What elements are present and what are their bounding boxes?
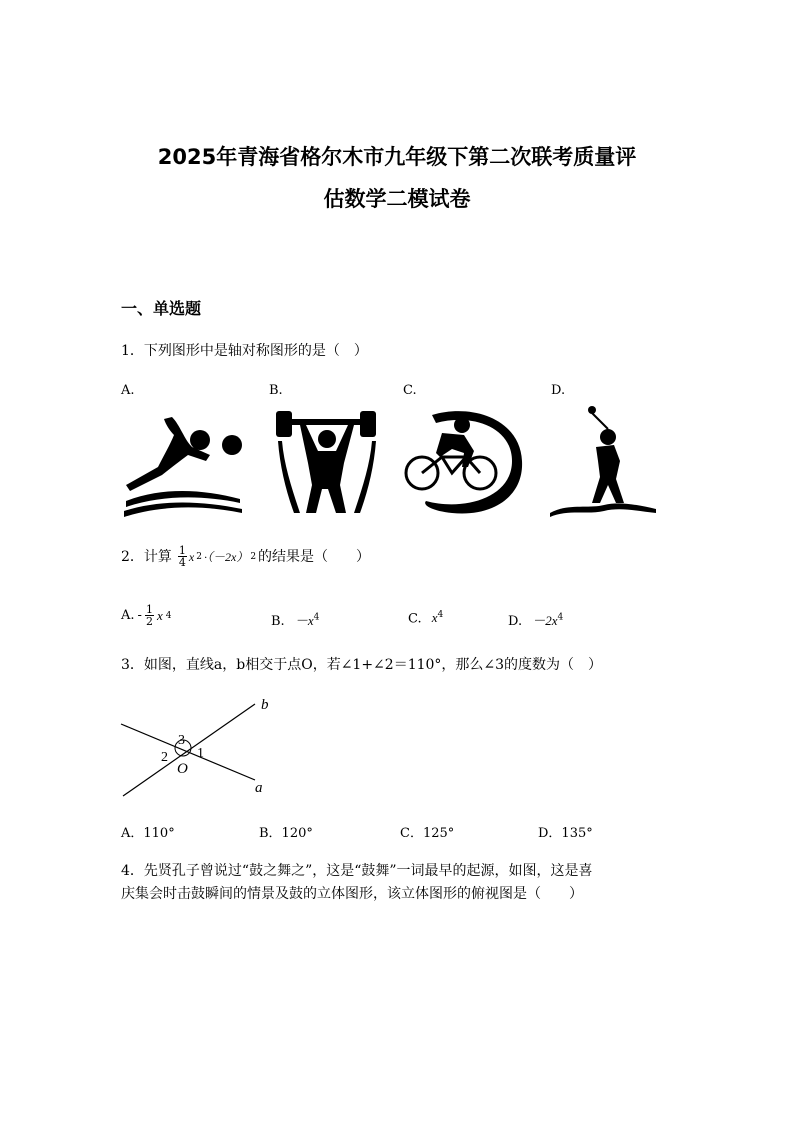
- q2-a-den: 2: [145, 615, 153, 628]
- intersecting-lines-diagram: [115, 690, 275, 805]
- q2-a-label: A.: [121, 608, 135, 623]
- page-title: 2025年青海省格尔木市九年级下第二次联考质量评: [157, 145, 637, 169]
- label-angle-3: 3: [178, 733, 185, 748]
- q1-option-a-label: A.: [121, 383, 135, 398]
- volleyball-figure-icon: [122, 405, 247, 520]
- question-4-line1: 4．先贤孔子曾说过“鼓之舞之”，这是“鼓舞”一词最早的起源，如图，这是喜: [121, 863, 593, 879]
- q2-d-pow: 4: [557, 612, 564, 623]
- q3-option-d: D．135°: [538, 826, 593, 841]
- q2-b-expr: －x: [294, 613, 314, 628]
- section-heading: 一、单选题: [121, 299, 202, 318]
- q2-d-label: D.: [508, 614, 523, 629]
- q2-a-pow: 4: [165, 610, 172, 621]
- golf-figure-icon: [548, 405, 660, 520]
- q2-b-label: B.: [271, 614, 285, 629]
- label-angle-2: 2: [161, 750, 168, 765]
- label-b: b: [261, 697, 269, 713]
- q2-c-pow: 4: [437, 610, 444, 620]
- question-1-stem: 1．下列图形中是轴对称图形的是（ ）: [121, 343, 368, 359]
- q3-option-b: B．120°: [259, 826, 313, 841]
- q3-option-c: C．125°: [400, 826, 455, 841]
- q1-option-b-label: B.: [269, 383, 283, 398]
- q2-option-c: [408, 610, 443, 626]
- q2-frac-num: 1: [178, 544, 186, 557]
- q2-option-d: [508, 610, 563, 629]
- q2-expr-pow: 2: [250, 551, 257, 562]
- q2-fraction: [178, 545, 187, 568]
- q2-frac-den: 4: [178, 556, 186, 569]
- q2-a-sign: -: [137, 608, 142, 623]
- q2-expr-mid: ·（－2x）: [203, 549, 249, 564]
- question-2-stem: [121, 545, 370, 568]
- q2-d-expr: －2x: [532, 613, 558, 628]
- q2-suffix: 的结果是（ ）: [258, 548, 371, 565]
- q2-c-expr: x: [431, 610, 438, 626]
- label-a: a: [255, 780, 263, 796]
- q3-option-a: A．110°: [121, 826, 175, 841]
- question-4-line2: 庆集会时击鼓瞬间的情景及鼓的立体图形，该立体图形的俯视图是（ ）: [121, 886, 583, 902]
- q2-c-label: C.: [408, 611, 422, 627]
- q1-option-c-label: C.: [403, 383, 417, 398]
- q2-option-a: [121, 604, 171, 627]
- q2-option-b: [271, 610, 319, 629]
- cycling-figure-icon: [402, 405, 528, 520]
- label-point-o: O: [177, 761, 188, 777]
- q2-a-x: x: [156, 607, 163, 623]
- q2-a-fraction: [145, 604, 154, 627]
- q2-a-num: 1: [145, 603, 153, 616]
- label-angle-1: 1: [197, 746, 204, 761]
- page-title-line2: 估数学二模试卷: [323, 187, 471, 211]
- q2-b-pow: 4: [313, 612, 320, 623]
- q2-prefix: 2．计算: [121, 548, 172, 565]
- line-b: [123, 704, 255, 796]
- q1-option-d-label: D.: [551, 383, 566, 398]
- q2-expr-x: x: [188, 549, 195, 564]
- q2-expr-pow2: 2: [196, 551, 202, 562]
- weightlifting-figure-icon: [272, 405, 382, 520]
- line-a: [121, 724, 255, 780]
- question-3-stem: 3．如图，直线a，b相交于点O，若∠1+∠2＝110°，那么∠3的度数为（ ）: [121, 657, 603, 673]
